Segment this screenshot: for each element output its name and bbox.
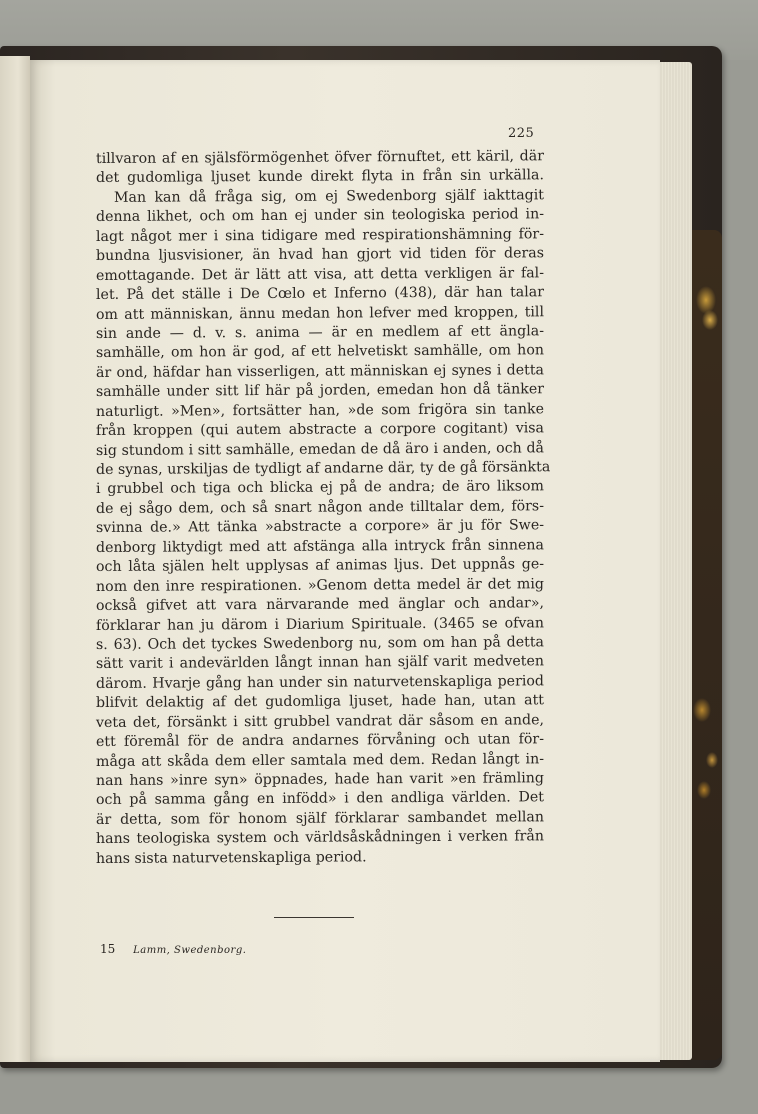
text-line: de synas, urskiljas de tydligt af andarne där, ty de gå försänkta [95,459,551,478]
text-line: s. 63). Och det tyckes Swedenborg nu, som om han på detta [95,634,545,653]
cover-edge-marbling [690,230,722,1060]
text-line: lagt något mer i sina tidigare med respirationshämning för- [95,226,545,245]
text-line: naturligt. »Men», fortsätter han, »de som frigöra sin tanke [95,400,545,420]
text-line: svinna de.» Att tänka »abstracte a corpore» är ju för Swe- [95,517,545,537]
text-line: från kroppen (qui autem abstracte a corpore cogitant) visa [95,420,545,440]
text-line: också gifvet att vara närvarande med änglar och andar», [95,595,545,615]
text-line: let. På det ställe i De Cœlo et Inferno (438), där han talar [95,284,545,304]
text-line: samhälle, om hon är god, af ett helvetiskt samhälle, om hon [95,342,545,362]
section-rule [274,917,354,918]
text-line: de ej sågo dem, och så snart någon ande tilltalar dem, förs- [95,498,545,517]
text-line: det gudomliga ljuset kunde direkt flyta in från sin urkälla. [95,167,545,187]
signature-text: Lamm, Swedenborg. [133,945,247,956]
text-line: sig stundom i sitt samhälle, emedan de då äro i anden, och då [95,439,545,459]
text-line: i grubbel och tiga och blicka ej på de andra; de äro liksom [95,478,545,498]
text-line: sin ande — d. v. s. anima — är en medlem af ett ängla- [95,323,545,342]
text-line: blifvit delaktig af det gudomliga ljuset, hade han, utan att [95,692,545,712]
printer-signature [100,942,246,956]
text-line: denna likhet, och om han ej under sin teologiska period in- [95,206,545,226]
text-line: hans teologiska system och världsåskådningen i verken från [95,828,545,848]
text-line: nan hans »inre syn» öppnades, hade han varit »en främling [95,770,545,789]
text-line: förklarar han ju därom i Diarium Spirituale. (3465 se ofvan [95,614,545,634]
text-line: ett föremål för de andra andarnes förvåning och utan för- [95,731,545,751]
text-line: emottagande. Det är lätt att visa, att detta verkligen är fal- [95,264,545,284]
text-line: tillvaron af en själsförmögenhet öfver förnuftet, ett käril, där [95,148,545,167]
signature-number: 15 [100,942,116,956]
text-line: om att människan, ännu medan hon lefver med kroppen, till [95,303,545,323]
text-line: bundna ljusvisioner, än hvad han gjort vid tiden för deras [95,245,545,265]
text-line: är ond, häfdar han visserligen, att människan ej synes i detta [95,362,545,381]
text-line: och på samma gång en infödd» i den andliga världen. Det [95,789,545,809]
text-line: måga att skåda dem eller samtala med dem. Redan långt in- [95,750,545,770]
body-text [95,148,551,869]
text-line: och låta själen helt upplysas af animas ljus. Det uppnås ge- [95,556,545,576]
text-line: denborg liktydigt med att afstänga alla intryck från sinnena [95,537,545,556]
text-line: samhälle under sitt lif här på jorden, emedan hon då tänker [95,381,545,401]
text-line: veta det, försänkt i sitt grubbel vandrat där såsom en ande, [95,711,545,731]
text-line: sätt varit i andevärlden långt innan han själf varit medveten [95,653,545,673]
text-line: hans sista naturvetenskapliga period. [95,849,367,867]
text-line: Man kan då fråga sig, om ej Swedenborg själf iakttagit [113,187,545,206]
text-line: därom. Hvarje gång han under sin naturvetenskapliga period [95,673,545,692]
left-page-edge [0,56,30,1062]
text-line: nom den inre respirationen. »Genom detta medel är det mig [95,575,545,595]
page-number: 225 [508,126,535,141]
text-line: är detta, som för honom själf förklarar sambandet mellan [95,809,545,828]
